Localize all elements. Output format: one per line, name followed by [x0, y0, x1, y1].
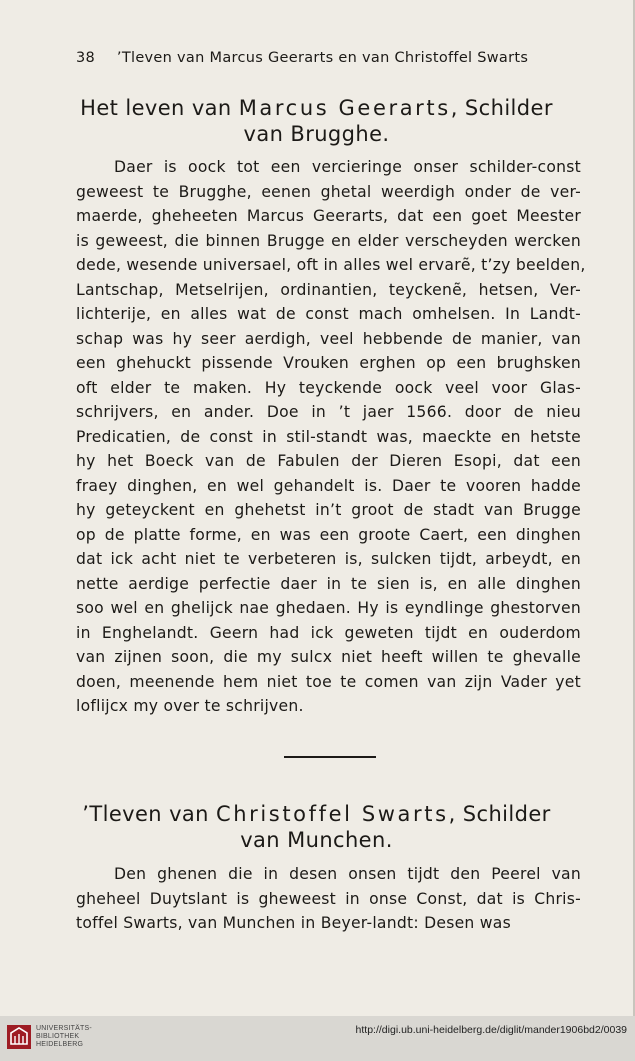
- library-name-line: BIBLIOTHEK: [36, 1033, 80, 1040]
- running-head: [76, 50, 579, 66]
- library-name-line: UNIVERSITÄTS-: [36, 1025, 92, 1032]
- text-line: is geweest, die binnen Brugge en elder verscheyden wercken: [76, 231, 581, 250]
- text-line: Lantschap, Metselrijen, ordinantien, teyckenẽ, hetsen, Ver-: [76, 280, 581, 299]
- source-url-link[interactable]: http://digi.ub.uni-heidelberg.de/diglit/mander1906bd2/0039: [355, 1024, 627, 1036]
- text-line: dede, wesende universael, oft in alles wel ervarẽ, t’zy beelden,: [76, 256, 586, 274]
- text-line: fraey dinghen, en wel gehandelt is. Daer te vooren hadde: [76, 476, 581, 495]
- text-line: geweest te Brugghe, eenen ghetal weerdigh onder de ver-: [76, 182, 581, 201]
- text-line: hy geteyckent en ghehetst in’t groot de stadt van Brugge: [76, 501, 581, 519]
- heading-line-2: van Munchen.: [240, 828, 393, 852]
- text-line: maerde, gheheeten Marcus Geerarts, dat een goet Meester: [76, 207, 581, 225]
- text-line: gheheel Duytslant is gheweest in onse Const, dat is Chris-: [76, 889, 581, 908]
- heading-text: ’Tleven van: [82, 802, 216, 826]
- text-line: in Enghelandt. Geern had ick geweten tijdt en ouderdom: [76, 623, 581, 642]
- text-line: op de platte forme, en was een groote Caert, een dinghen: [76, 525, 581, 544]
- text-line: hy het Boeck van de Fabulen der Dieren Esopi, dat een: [76, 452, 581, 470]
- text-line: doen, meenende hem niet toe te comen van zijn Vader yet: [76, 672, 581, 691]
- text-line: soo wel en ghelijck nae ghedaen. Hy is eyndlinge ghestorven: [76, 599, 581, 617]
- section-heading-geerarts: [40, 95, 593, 147]
- running-title: ’Tleven van Marcus Geerarts en van Christoffel Swarts: [116, 50, 529, 66]
- heading-line-1: [40, 801, 593, 827]
- text-line: Den ghenen die in desen onsen tijdt den Peerel van: [114, 865, 581, 883]
- text-line: toffel Swarts, van Munchen in Beyer-landt: Desen was: [76, 914, 511, 932]
- text-line: Daer is oock tot een vercieringe onser schilder-const: [114, 158, 581, 176]
- text-line: Predicatien, de const in stil-standt was, maeckte en hetste: [76, 427, 581, 446]
- text-line: dat ick acht niet te verbeteren is, sulcken tijdt, arbeydt, en: [76, 550, 581, 568]
- paragraph-geerarts: [76, 155, 586, 719]
- heading-line-2: van Brugghe.: [243, 122, 390, 146]
- section-divider: [284, 756, 376, 758]
- text-line: lichterije, en alles wat de const mach omhelsen. In Landt-: [76, 305, 581, 323]
- text-line: oft elder te maken. Hy teyckende oock veel voor Glas-: [76, 378, 581, 397]
- heading-name-spaced: Christoffel Swarts: [215, 802, 449, 826]
- text-line: een ghehuckt pissende Vrouken erghen op een brughsken: [76, 354, 581, 372]
- university-library-logo-icon[interactable]: [6, 1024, 32, 1050]
- heading-text: Het leven van: [80, 96, 239, 120]
- text-line: schap was hy seer aerdigh, veel hebbende de manier, van: [76, 329, 581, 348]
- text-line: loflijcx my over te schrijven.: [76, 697, 304, 715]
- text-line: nette aerdige perfectie daer in te sien is, en alle dinghen: [76, 574, 581, 593]
- text-line: schrijvers, en ander. Doe in ’t jaer 1566. door de nieu: [76, 403, 581, 421]
- page-number: 38: [76, 50, 96, 66]
- library-name: [36, 1025, 92, 1049]
- heading-text: , Schilder: [448, 802, 551, 826]
- section-heading-swarts: [40, 801, 593, 853]
- paragraph-swarts: [76, 862, 581, 936]
- heading-name-spaced: Marcus Geerarts: [238, 96, 451, 120]
- library-name-line: HEIDELBERG: [36, 1041, 84, 1048]
- heading-text: , Schilder: [450, 96, 553, 120]
- heading-line-1: [40, 95, 593, 121]
- viewer-footer: [0, 1016, 635, 1061]
- text-line: van zijnen soon, die my sulcx niet heeft willen te ghevalle: [76, 648, 581, 666]
